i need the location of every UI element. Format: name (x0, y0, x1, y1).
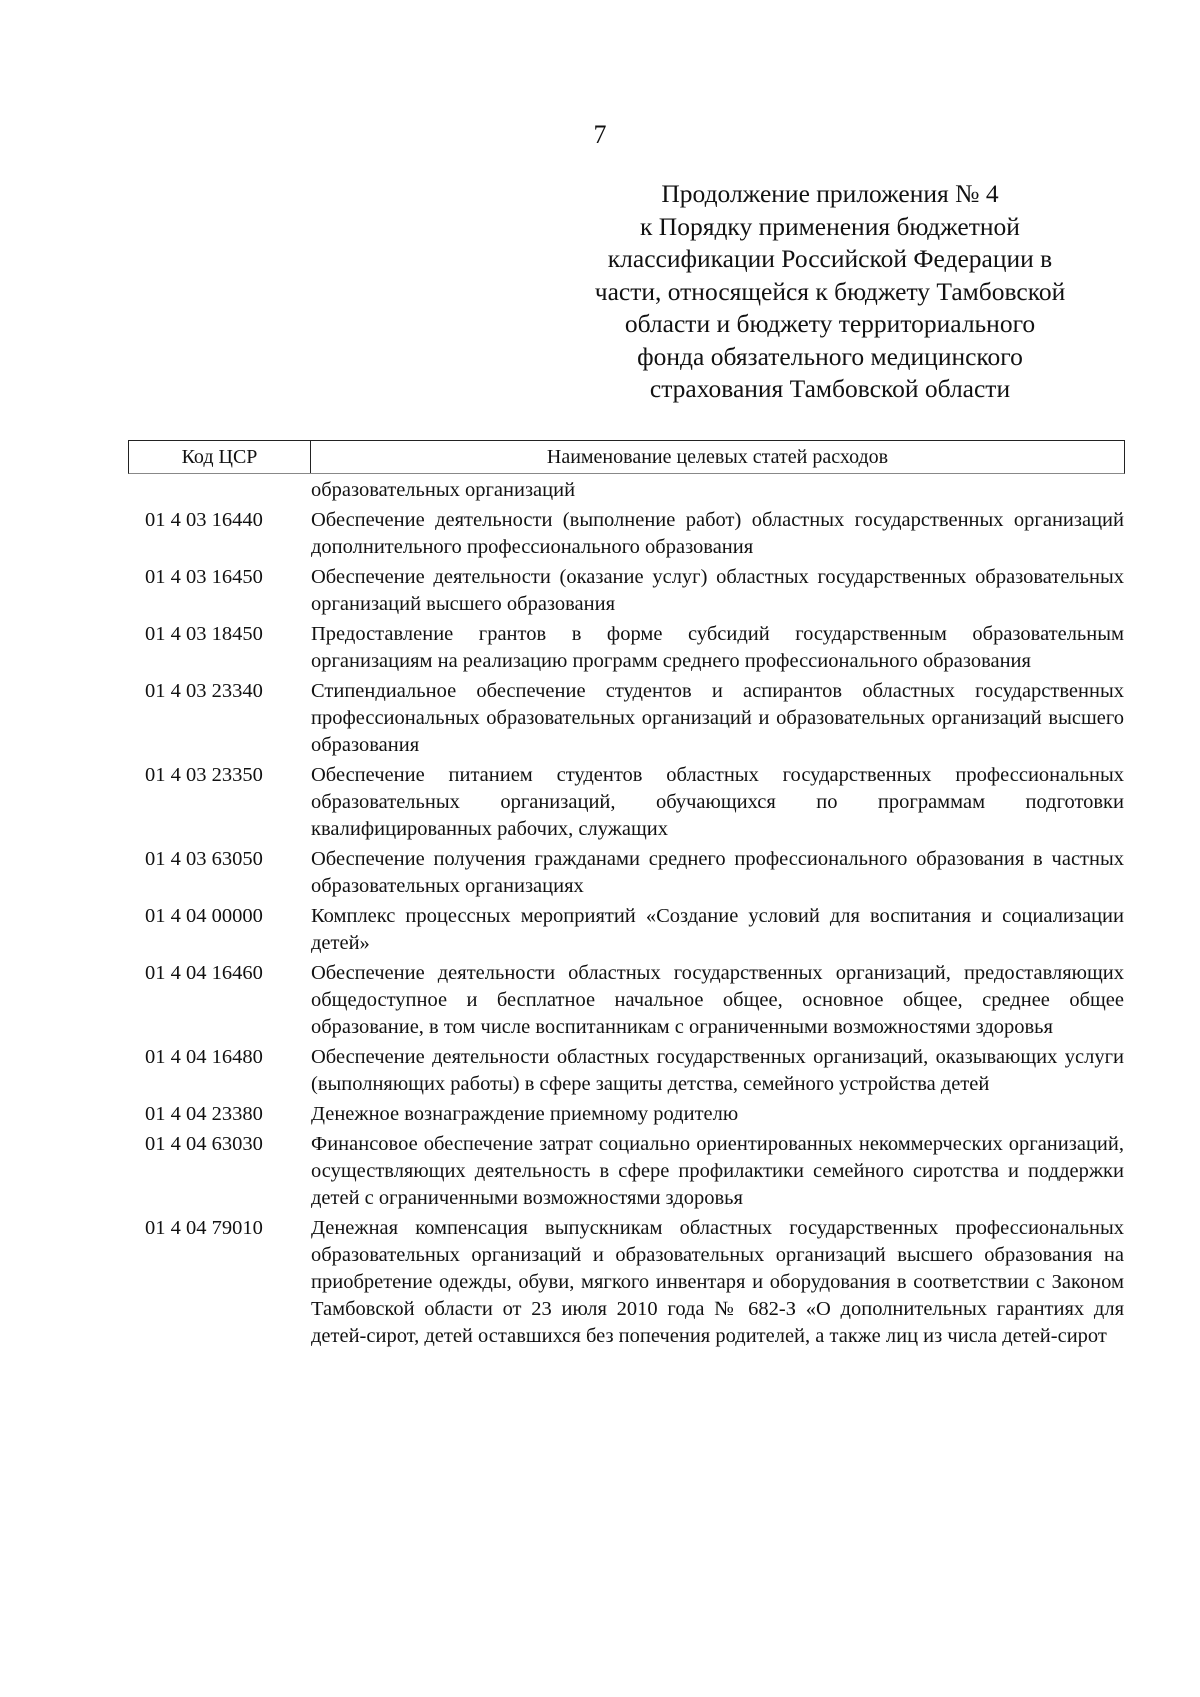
continuation-text: образовательных организаций (311, 479, 576, 501)
row-code: 01 4 03 23340 (145, 680, 263, 702)
row-name: Обеспечение деятельности (выполнение работ) областных государственных организаций дополнительного профессионального образования (311, 509, 1124, 558)
table-row (145, 564, 1130, 618)
row-name: Денежная компенсация выпускникам областных государственных профессиональных образовательных организаций и образовательных организаций высшего образования на приобретение одежды, обуви, мягкого инвентаря и оборудования в соответствии с Законом Тамбовской области от 23 июля 2010 года № 682-З «О дополнительных гарантиях для детей-сирот, детей оставшихся без попечения родителей, а также лиц из числа детей-сирот (311, 1217, 1124, 1347)
row-name: Денежное вознаграждение приемному родителю (311, 1103, 739, 1125)
row-name: Обеспечение получения гражданами среднего профессионального образования в частных образовательных организациях (311, 848, 1124, 897)
table-row (145, 903, 1130, 957)
row-name: Финансовое обеспечение затрат социально ориентированных некоммерческих организаций, осуществляющих деятельность в сфере профилактики семейного сиротства и поддержки детей с ограниченными возможностями здоровья (311, 1133, 1124, 1209)
row-name: Предоставление грантов в форме субсидий государственным образовательным организациям на реализацию программ среднего профессионального образования (311, 623, 1124, 672)
row-name: Стипендиальное обеспечение студентов и аспирантов областных государственных профессиональных образовательных организаций и образовательных организаций высшего образования (311, 680, 1124, 756)
row-code: 01 4 04 00000 (145, 905, 263, 927)
row-code: 01 4 03 16440 (145, 509, 263, 531)
table-row (145, 1101, 1130, 1128)
header-line: области и бюджету территориального (624, 309, 1036, 338)
row-code: 01 4 03 16450 (145, 566, 263, 588)
row-name: Обеспечение деятельности областных государственных организаций, предоставляющих общедоступное и бесплатное начальное общее, основное общее, среднее общее образование, в том числе воспитанникам с ограниченными возможностями здоровья (311, 962, 1124, 1038)
row-code (145, 477, 311, 504)
table-row (145, 1215, 1130, 1350)
page-number: 7 (593, 120, 607, 149)
header-line: классификации Российской Федерации в (607, 244, 1053, 273)
row-code: 01 4 04 23380 (145, 1103, 263, 1125)
row-code: 01 4 03 63050 (145, 848, 263, 870)
table-body (145, 477, 1130, 1353)
row-code: 01 4 04 16480 (145, 1046, 263, 1068)
appendix-header (590, 178, 1070, 406)
table-row (145, 960, 1130, 1041)
row-name: Обеспечение питанием студентов областных государственных профессиональных образовательных организаций, обучающихся по программам подготовки квалифицированных рабочих, служащих (311, 764, 1124, 840)
row-code: 01 4 03 18450 (145, 623, 263, 645)
header-line: фонда обязательного медицинского (637, 341, 1023, 371)
table-header (128, 440, 1125, 474)
table-row (145, 1044, 1130, 1098)
row-name: Обеспечение деятельности областных государственных организаций, оказывающих услуги (выполняющих работы) в сфере защиты детства, семейного устройства детей (311, 1046, 1124, 1095)
table-row (145, 507, 1130, 561)
header-line: Продолжение приложения № 4 (661, 179, 999, 208)
row-name: Обеспечение деятельности (оказание услуг) областных государственных образовательных организаций высшего образования (311, 566, 1124, 615)
column-header-name: Наименование целевых статей расходов (546, 446, 889, 468)
header-line: страхования Тамбовской области (649, 374, 1011, 403)
table-row (145, 1131, 1130, 1212)
row-code: 01 4 04 79010 (145, 1217, 263, 1239)
row-code: 01 4 04 63030 (145, 1133, 263, 1155)
column-header-code: Код ЦСР (129, 441, 311, 473)
table-row (145, 762, 1130, 843)
row-name: Комплекс процессных мероприятий «Создание условий для воспитания и социализации детей» (311, 905, 1124, 954)
table-row (145, 846, 1130, 900)
table-row (145, 621, 1130, 675)
row-code: 01 4 03 23350 (145, 764, 263, 786)
table-row (145, 678, 1130, 759)
row-code: 01 4 04 16460 (145, 962, 263, 984)
header-line: к Порядку применения бюджетной (640, 211, 1020, 241)
table-row (145, 477, 1130, 504)
header-line: части, относящейся к бюджету Тамбовской (594, 276, 1066, 306)
